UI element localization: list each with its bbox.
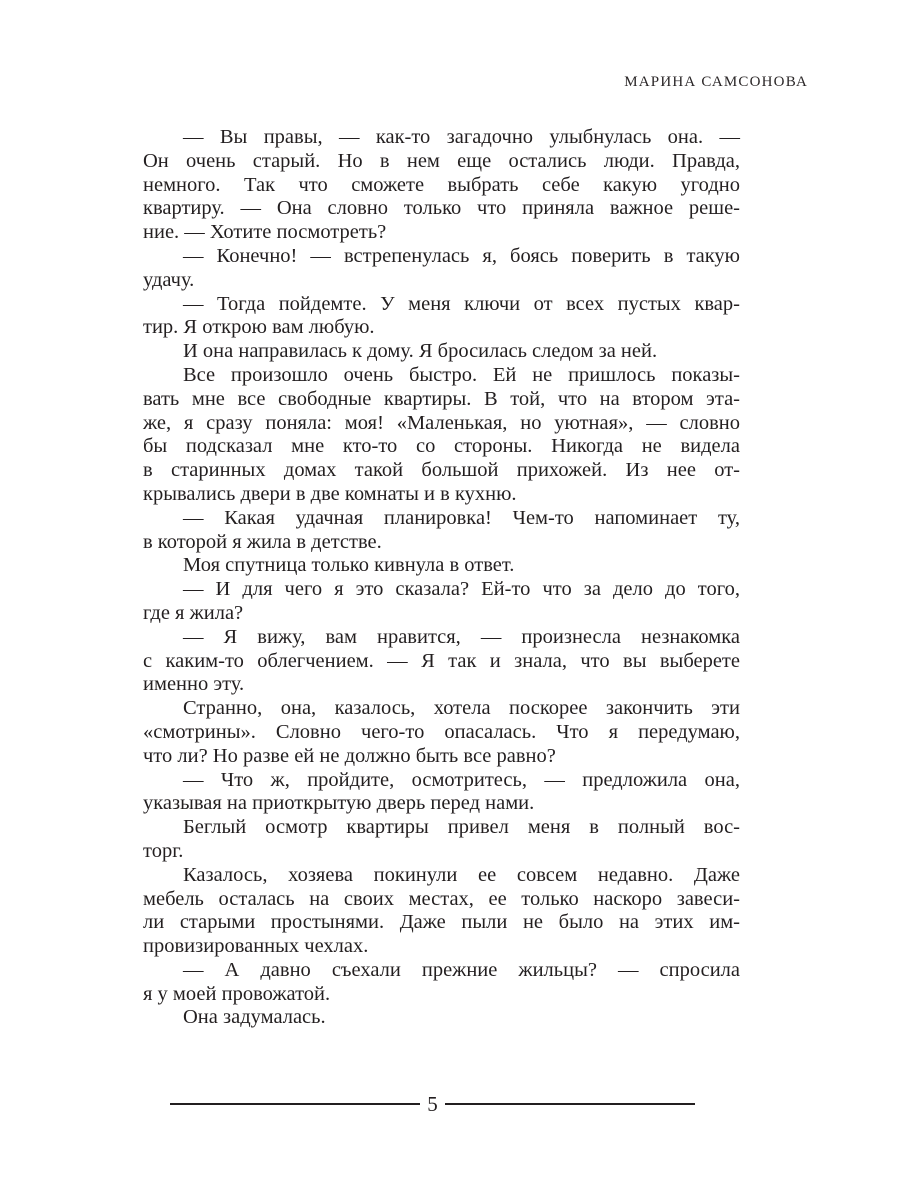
text-line: — Конечно! — встрепенулась я, боясь поверить в такую (183, 244, 740, 267)
text-line: — И для чего я это сказала? Ей-то что за дело до того, (183, 578, 740, 601)
text-line: Она задумалась. (183, 1006, 326, 1029)
text-line: — Что ж, пройдите, осмотритесь, — предложила она, (183, 768, 740, 791)
text-line: — Тогда пойдемте. У меня ключи от всех пустых квар- (183, 292, 740, 315)
footer-rule-left (170, 1103, 420, 1105)
page-footer (170, 1089, 695, 1119)
text-line: где я жила? (143, 601, 244, 624)
text-line: же, я сразу поняла: моя! «Маленькая, но уютная», — словно (143, 411, 740, 434)
text-line: бы подсказал мне кто-то со стороны. Никогда не видела (143, 435, 740, 458)
text-line: квартиру. — Она словно только что приняла важное реше- (143, 197, 740, 220)
text-line: что ли? Но разве ей не должно быть все равно? (143, 744, 556, 767)
text-line: ние. — Хотите посмотреть? (143, 221, 387, 244)
page-number: 5 (427, 1092, 438, 1116)
text-line: И она направилась к дому. Я бросилась следом за ней. (183, 340, 658, 363)
text-line: в старинных домах такой большой прихожей. Из нее от- (143, 459, 740, 482)
text-line: указывая на приоткрытую дверь перед нами. (143, 792, 535, 815)
text-line: Моя спутница только кивнула в ответ. (183, 554, 515, 577)
running-head-author: МАРИНА САМСОНОВА (624, 74, 808, 90)
text-line: Странно, она, казалось, хотела поскорее закончить эти (183, 697, 740, 720)
text-line: провизированных чехлах. (143, 935, 369, 958)
text-line: — Я вижу, вам нравится, — произнесла незнакомка (183, 625, 740, 648)
text-line: торг. (143, 839, 184, 862)
body-text (143, 126, 740, 1030)
text-line: ли старыми простынями. Даже пыли не было на этих им- (143, 911, 740, 934)
text-line: немного. Так что сможете выбрать себе какую угодно (143, 173, 740, 196)
text-line: я у моей провожатой. (143, 982, 331, 1005)
footer-rule-right (445, 1103, 695, 1105)
text-line: — А давно съехали прежние жильцы? — спросила (183, 958, 740, 981)
text-line: Беглый осмотр квартиры привел меня в полный вос- (183, 816, 740, 839)
text-line: крывались двери в две комнаты и в кухню. (143, 482, 517, 505)
text-line: Он очень старый. Но в нем еще остались люди. Правда, (143, 149, 740, 172)
text-line: Казалось, хозяева покинули ее совсем недавно. Даже (183, 863, 740, 886)
text-line: мебель осталась на своих местах, ее только наскоро завеси- (143, 887, 740, 910)
text-line: удачу. (143, 268, 195, 291)
text-line: именно эту. (143, 673, 245, 696)
text-line: — Какая удачная планировка! Чем-то напоминает ту, (183, 506, 740, 529)
text-line: Все произошло очень быстро. Ей не пришлось показы- (183, 363, 740, 386)
text-line: тир. Я открою вам любую. (143, 316, 375, 339)
text-line: в которой я жила в детстве. (143, 530, 382, 553)
text-line: «смотрины». Словно чего-то опасалась. Что я передумаю, (143, 720, 740, 743)
text-line: с каким-то облегчением. — Я так и знала, что вы выберете (143, 649, 740, 672)
text-line: вать мне все свободные квартиры. В той, что на втором эта- (143, 387, 740, 410)
text-line: — Вы правы, — как-то загадочно улыбнулась она. — (183, 126, 740, 148)
